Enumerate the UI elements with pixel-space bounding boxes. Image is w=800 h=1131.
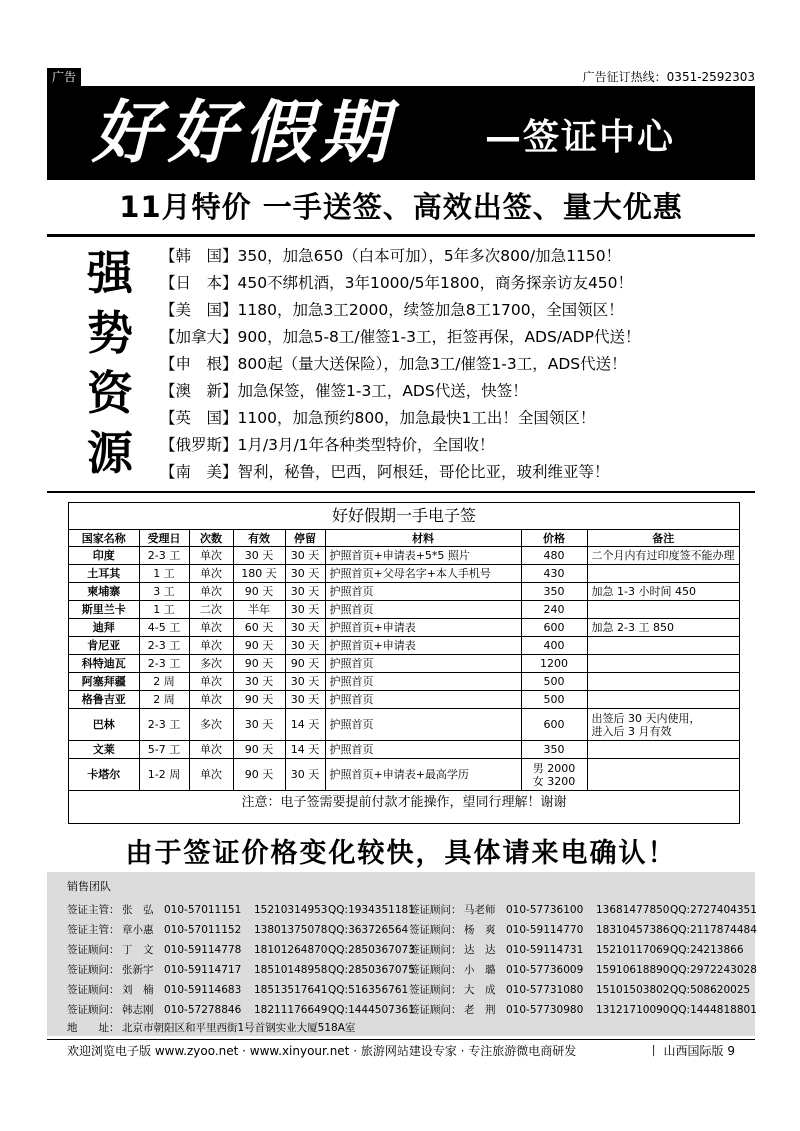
resources-title-char: 源 (87, 426, 133, 480)
resource-item (160, 459, 752, 486)
evisa-cell-country: 阿塞拜疆 (69, 673, 139, 691)
evisa-cell-stay: 30 天 (285, 673, 325, 691)
staff-member (67, 960, 415, 980)
evisa-cell-note (587, 741, 739, 759)
evisa-cell-note: 加急 1-3 小时间 450 (587, 583, 739, 601)
evisa-cell-times: 单次 (189, 619, 233, 637)
evisa-column-header: 停留 (285, 530, 325, 547)
ad-tag: 广告 (47, 68, 81, 86)
staff-member (67, 920, 412, 940)
evisa-cell-times: 单次 (189, 547, 233, 565)
evisa-cell-valid: 30 天 (233, 709, 285, 741)
resource-text: 800起（量大送保险），加急3工/催签1-3工，ADS代送！ (237, 355, 627, 373)
resource-country: 【俄罗斯】 (160, 436, 238, 454)
evisa-cell-country: 巴林 (69, 709, 139, 741)
evisa-cell-valid: 90 天 (233, 583, 285, 601)
evisa-cell-days: 2 周 (139, 691, 189, 709)
staff-tel: 010-57736009 (506, 964, 584, 976)
staff-list-left (67, 900, 415, 1020)
resource-item (160, 351, 752, 378)
evisa-table (69, 530, 739, 791)
evisa-cell-country: 文莱 (69, 741, 139, 759)
evisa-row (69, 547, 739, 565)
evisa-row (69, 601, 739, 619)
evisa-cell-materials: 护照首页 (325, 673, 521, 691)
evisa-cell-price: 男 2000 女 3200 (521, 759, 587, 791)
evisa-cell-materials: 护照首页 (325, 691, 521, 709)
evisa-cell-days: 2 周 (139, 673, 189, 691)
staff-tel: 010-59114717 (164, 964, 242, 976)
evisa-cell-days: 5-7 工 (139, 741, 189, 759)
resources-title-char: 资 (87, 366, 133, 420)
evisa-cell-stay: 14 天 (285, 741, 325, 759)
resources-list (160, 243, 752, 486)
evisa-cell-materials: 护照首页 (325, 741, 521, 759)
sales-team (47, 872, 755, 1036)
staff-tel: 010-59114778 (164, 944, 242, 956)
evisa-cell-stay: 30 天 (285, 691, 325, 709)
staff-name: 老 荆 (464, 1004, 496, 1016)
evisa-cell-country: 斯里兰卡 (69, 601, 139, 619)
evisa-column-header: 受理日 (139, 530, 189, 547)
staff-qq: QQ:2850367075 (328, 964, 415, 976)
evisa-cell-materials: 护照首页+申请表+最高学历 (325, 759, 521, 791)
evisa-row (69, 637, 739, 655)
staff-mobile: 13801375078 (254, 924, 328, 936)
resource-text: 智利，秘鲁，巴西，阿根廷，哥伦比亚，玻利维亚等！ (237, 463, 610, 481)
staff-mobile: 15101503802 (596, 984, 670, 996)
evisa-cell-days: 2-3 工 (139, 637, 189, 655)
evisa-cell-price: 500 (521, 673, 587, 691)
evisa-header-row (69, 530, 739, 547)
address-label: 地 址： (67, 1022, 120, 1034)
footer-edition: 丨 山西国际版 9 (647, 1044, 735, 1058)
staff-tel: 010-59114770 (506, 924, 584, 936)
evisa-cell-materials: 护照首页+申请表+5*5 照片 (325, 547, 521, 565)
address-text: 北京市朝阳区和平里西街1号首钢实业大厦518A室 (122, 1022, 356, 1034)
evisa-column-header: 国家名称 (69, 530, 139, 547)
staff-qq: QQ:363726564 (328, 924, 409, 936)
evisa-cell-note: 二个月内有过印度签不能办理 (587, 547, 739, 565)
resource-item (160, 432, 752, 459)
evisa-cell-country: 柬埔寨 (69, 583, 139, 601)
evisa-cell-days: 1 工 (139, 565, 189, 583)
evisa-cell-days: 2-3 工 (139, 547, 189, 565)
staff-member (409, 1000, 757, 1020)
staff-qq: QQ:2727404351 (670, 904, 757, 916)
evisa-row (69, 565, 739, 583)
evisa-cell-times: 单次 (189, 583, 233, 601)
evisa-cell-price: 600 (521, 619, 587, 637)
evisa-cell-valid: 30 天 (233, 673, 285, 691)
staff-mobile: 13121710090 (596, 1004, 670, 1016)
staff-role: 签证顾问： (409, 1004, 462, 1016)
evisa-cell-stay: 30 天 (285, 619, 325, 637)
evisa-cell-valid: 90 天 (233, 655, 285, 673)
evisa-cell-days: 1 工 (139, 601, 189, 619)
evisa-column-header: 有效 (233, 530, 285, 547)
resource-country: 【澳 新】 (160, 382, 238, 400)
evisa-row (69, 709, 739, 741)
evisa-cell-materials: 护照首页 (325, 709, 521, 741)
evisa-section (68, 502, 740, 824)
evisa-cell-times: 多次 (189, 709, 233, 741)
staff-role: 签证顾问： (67, 1004, 120, 1016)
resource-item (160, 270, 752, 297)
staff-member (409, 940, 754, 960)
staff-role: 签证主管： (67, 924, 120, 936)
evisa-cell-days: 2-3 工 (139, 709, 189, 741)
evisa-row (69, 655, 739, 673)
staff-qq: QQ:24213866 (670, 944, 744, 956)
staff-role: 签证顾问： (409, 944, 462, 956)
resources-title-char: 势 (87, 306, 133, 360)
evisa-cell-valid: 90 天 (233, 691, 285, 709)
evisa-cell-stay: 90 天 (285, 655, 325, 673)
evisa-cell-times: 单次 (189, 565, 233, 583)
evisa-cell-country: 卡塔尔 (69, 759, 139, 791)
evisa-cell-country: 科特迪瓦 (69, 655, 139, 673)
evisa-cell-note (587, 637, 739, 655)
evisa-row (69, 583, 739, 601)
resource-item (160, 405, 752, 432)
evisa-cell-times: 单次 (189, 691, 233, 709)
staff-tel: 010-57011152 (164, 924, 242, 936)
resource-country: 【申 根】 (160, 355, 238, 373)
staff-role: 签证顾问： (409, 904, 462, 916)
evisa-column-header: 价格 (521, 530, 587, 547)
staff-role: 签证顾问： (409, 984, 462, 996)
resource-country: 【英 国】 (160, 409, 238, 427)
staff-tel: 010-57278846 (164, 1004, 242, 1016)
brand-banner (47, 86, 755, 180)
staff-member (409, 920, 757, 940)
resources-title (80, 243, 140, 483)
staff-name: 刘 楠 (122, 984, 154, 996)
staff-mobile: 18211176649 (254, 1004, 328, 1016)
brand-subtitle: —签证中心 (485, 117, 676, 158)
staff-name: 丁 文 (122, 944, 154, 956)
staff-role: 签证顾问： (67, 944, 120, 956)
staff-mobile: 15210117069 (596, 944, 670, 956)
evisa-cell-valid: 90 天 (233, 759, 285, 791)
evisa-cell-times: 单次 (189, 759, 233, 791)
evisa-cell-materials: 护照首页 (325, 601, 521, 619)
staff-name: 达 达 (464, 944, 496, 956)
evisa-cell-valid: 180 天 (233, 565, 285, 583)
evisa-cell-valid: 90 天 (233, 637, 285, 655)
staff-mobile: 15210314953 (254, 904, 328, 916)
staff-tel: 010-57730980 (506, 1004, 584, 1016)
team-title: 销售团队 (67, 880, 111, 893)
staff-tel: 010-57731080 (506, 984, 584, 996)
evisa-cell-note (587, 565, 739, 583)
evisa-cell-stay: 30 天 (285, 565, 325, 583)
evisa-cell-price: 1200 (521, 655, 587, 673)
staff-name: 杨 爽 (464, 924, 496, 936)
evisa-cell-valid: 30 天 (233, 547, 285, 565)
staff-role: 签证顾问： (409, 924, 462, 936)
evisa-cell-note (587, 673, 739, 691)
evisa-cell-note (587, 601, 739, 619)
evisa-cell-country: 迪拜 (69, 619, 139, 637)
evisa-cell-valid: 90 天 (233, 741, 285, 759)
evisa-cell-materials: 护照首页 (325, 583, 521, 601)
evisa-cell-price: 500 (521, 691, 587, 709)
staff-list-right (409, 900, 757, 1020)
staff-name: 马老师 (464, 904, 496, 916)
evisa-cell-valid: 半年 (233, 601, 285, 619)
resource-text: 1180，加急3工2000，续签加急8工1700，全国领区！ (237, 301, 624, 319)
evisa-cell-price: 400 (521, 637, 587, 655)
resource-text: 1100，加急预约800，加急最快1工出！全国领区！ (237, 409, 596, 427)
evisa-cell-valid: 60 天 (233, 619, 285, 637)
resource-country: 【南 美】 (160, 463, 238, 481)
staff-member (409, 980, 754, 1000)
evisa-cell-times: 二次 (189, 601, 233, 619)
evisa-cell-times: 单次 (189, 637, 233, 655)
staff-role: 签证顾问： (67, 964, 120, 976)
staff-member (67, 940, 415, 960)
evisa-cell-note (587, 691, 739, 709)
evisa-row (69, 759, 739, 791)
resource-text: 1月/3月/1年各种类型特价，全国收！ (237, 436, 495, 454)
evisa-cell-price: 430 (521, 565, 587, 583)
staff-tel: 010-59114731 (506, 944, 584, 956)
evisa-cell-stay: 14 天 (285, 709, 325, 741)
staff-mobile: 18513517641 (254, 984, 328, 996)
resource-text: 900，加急5-8工/催签1-3工，拒签再保，ADS/ADP代送！ (237, 328, 641, 346)
evisa-cell-times: 单次 (189, 673, 233, 691)
evisa-cell-stay: 30 天 (285, 547, 325, 565)
staff-member (409, 960, 757, 980)
evisa-cell-stay: 30 天 (285, 759, 325, 791)
resource-item (160, 297, 752, 324)
staff-qq: QQ:2850367073 (328, 944, 415, 956)
evisa-cell-times: 多次 (189, 655, 233, 673)
price-notice: 由于签证价格变化较快，具体请来电确认！ (125, 838, 677, 869)
staff-qq: QQ:2972243028 (670, 964, 757, 976)
evisa-cell-stay: 30 天 (285, 601, 325, 619)
evisa-cell-price: 600 (521, 709, 587, 741)
evisa-cell-country: 土耳其 (69, 565, 139, 583)
staff-mobile: 13681477850 (596, 904, 670, 916)
staff-qq: QQ:1934351181 (328, 904, 415, 916)
evisa-cell-days: 3 工 (139, 583, 189, 601)
evisa-cell-stay: 30 天 (285, 637, 325, 655)
staff-role: 签证顾问： (409, 964, 462, 976)
resource-text: 350，加急650（白本可加），5年多次800/加急1150！ (237, 247, 622, 265)
resource-country: 【美 国】 (160, 301, 238, 319)
resources-section (47, 237, 755, 493)
evisa-row (69, 741, 739, 759)
evisa-cell-note: 出签后 30 天内使用， 进入后 3 月有效 (587, 709, 739, 741)
staff-name: 小 璐 (464, 964, 496, 976)
evisa-cell-price: 350 (521, 741, 587, 759)
page-footer (47, 1039, 755, 1062)
evisa-note: 注意：电子签需要提前付款才能操作，望同行理解！谢谢 (241, 795, 567, 810)
promo-headline: 11月特价 一手送签、高效出签、量大优惠 (47, 180, 755, 237)
staff-qq: QQ:1444818801 (670, 1004, 757, 1016)
evisa-cell-materials: 护照首页 (325, 655, 521, 673)
evisa-cell-times: 单次 (189, 741, 233, 759)
evisa-cell-days: 4-5 工 (139, 619, 189, 637)
staff-member (409, 900, 757, 920)
staff-tel: 010-59114683 (164, 984, 242, 996)
staff-tel: 010-57736100 (506, 904, 584, 916)
evisa-cell-country: 肯尼亚 (69, 637, 139, 655)
evisa-cell-country: 印度 (69, 547, 139, 565)
evisa-cell-price: 350 (521, 583, 587, 601)
evisa-column-header: 备注 (587, 530, 739, 547)
staff-name: 张 弘 (122, 904, 154, 916)
resource-country: 【加拿大】 (160, 328, 238, 346)
evisa-column-header: 次数 (189, 530, 233, 547)
resource-country: 【韩 国】 (160, 247, 238, 265)
evisa-cell-materials: 护照首页+申请表 (325, 619, 521, 637)
evisa-cell-note (587, 759, 739, 791)
staff-tel: 010-57011151 (164, 904, 242, 916)
staff-qq: QQ:516356761 (328, 984, 409, 996)
evisa-row (69, 673, 739, 691)
footer-links: 欢迎浏览电子版 www.zyoo.net · www.xinyour.net · 旅游网站建设专家 · 专注旅游微电商研发 (67, 1044, 577, 1058)
evisa-cell-materials: 护照首页+申请表 (325, 637, 521, 655)
evisa-cell-note (587, 655, 739, 673)
resource-item (160, 243, 752, 270)
staff-mobile: 18510148958 (254, 964, 328, 976)
staff-role: 签证主管： (67, 904, 120, 916)
evisa-cell-days: 1-2 周 (139, 759, 189, 791)
staff-mobile: 15910618890 (596, 964, 670, 976)
staff-name: 大 成 (464, 984, 496, 996)
top-bar (47, 68, 755, 86)
evisa-cell-price: 480 (521, 547, 587, 565)
office-address (67, 1018, 355, 1038)
staff-qq: QQ:1444507361 (328, 1004, 415, 1016)
staff-member (67, 980, 412, 1000)
staff-qq: QQ:508620025 (670, 984, 751, 996)
evisa-cell-materials: 护照首页+父母名字+本人手机号 (325, 565, 521, 583)
staff-member (67, 900, 415, 920)
staff-role: 签证顾问： (67, 984, 120, 996)
staff-name: 章小惠 (122, 924, 154, 936)
staff-qq: QQ:2117874484 (670, 924, 757, 936)
evisa-cell-days: 2-3 工 (139, 655, 189, 673)
resource-item (160, 378, 752, 405)
resource-item (160, 324, 752, 351)
evisa-cell-stay: 30 天 (285, 583, 325, 601)
evisa-cell-price: 240 (521, 601, 587, 619)
brand-name: 好好假期 (92, 93, 397, 173)
ad-hotline: 广告征订热线：0351-2592303 (582, 70, 755, 84)
staff-name: 张新宇 (122, 964, 154, 976)
resources-title-char: 强 (87, 246, 133, 300)
evisa-column-header: 材料 (325, 530, 521, 547)
staff-name: 韩志刚 (122, 1004, 154, 1016)
resource-text: 450不绑机酒，3年1000/5年1800，商务探亲访友450！ (237, 274, 634, 292)
evisa-cell-note: 加急 2-3 工 850 (587, 619, 739, 637)
staff-mobile: 18101264870 (254, 944, 328, 956)
staff-member (67, 1000, 415, 1020)
evisa-cell-country: 格鲁吉亚 (69, 691, 139, 709)
evisa-title: 好好假期一手电子签 (69, 503, 739, 530)
resource-country: 【日 本】 (160, 274, 238, 292)
evisa-row (69, 619, 739, 637)
evisa-row (69, 691, 739, 709)
staff-mobile: 18310457386 (596, 924, 670, 936)
resource-text: 加急保签，催签1-3工，ADS代送，快签！ (237, 382, 528, 400)
